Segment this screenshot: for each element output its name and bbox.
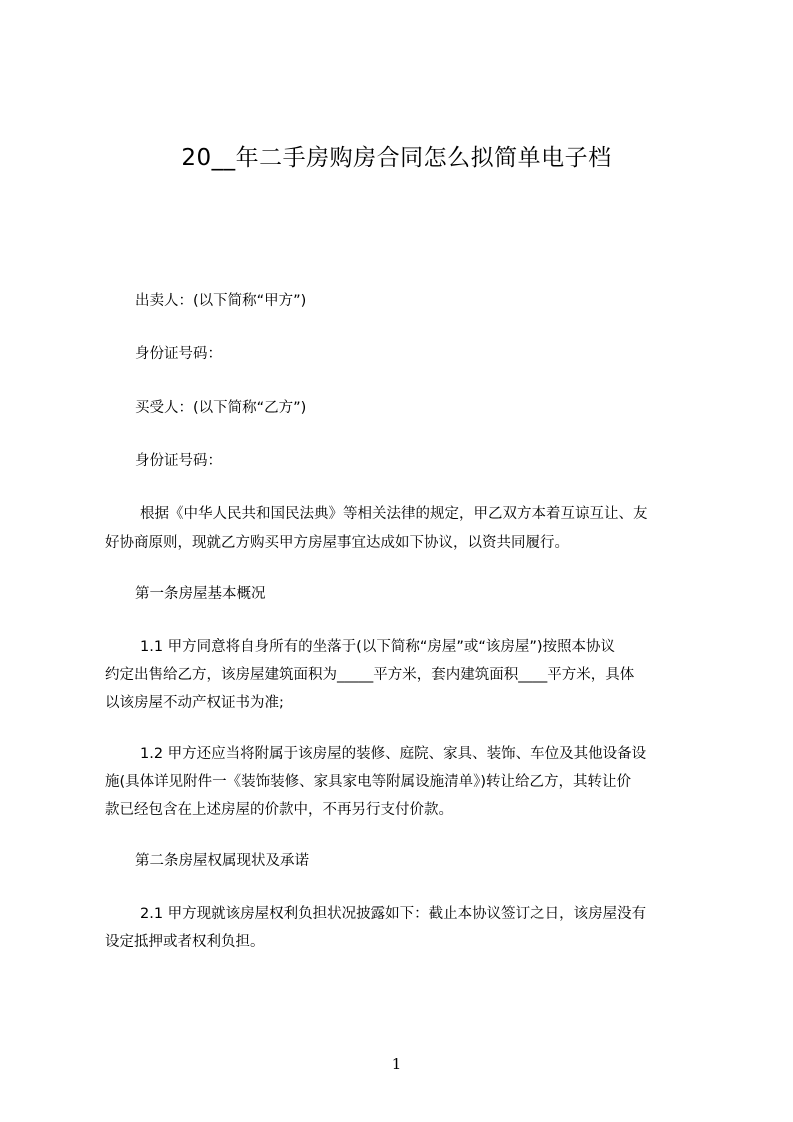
preamble-line-2: 好协商原则，现就乙方购买甲方房屋事宜达成如下协议，以资共同履行。 [105, 535, 569, 551]
clause-1-1-line-3: 以该房屋不动产权证书为准; [105, 695, 284, 711]
document-title: 20__年二手房购房合同怎么拟简单电子档 [181, 145, 612, 171]
clause-2-1-line-1: 2.1 甲方现就该房屋权利负担状况披露如下：截止本协议签订之日，该房屋没有 [140, 906, 647, 922]
clause-2-1-line-2: 设定抵押或者权利负担。 [105, 934, 265, 950]
clause-1-1-line-1: 1.1 甲方同意将自身所有的坐落于(以下简称“房屋”或“该房屋”)按照本协议 [140, 639, 616, 655]
clause-1-2-line-1: 1.2 甲方还应当将附属于该房屋的装修、庭院、家具、装饰、车位及其他设备设 [140, 746, 647, 762]
preamble-line-1: 根据《中华人民共和国民法典》等相关法律的规定，甲乙双方本着互谅互让、友 [140, 506, 648, 522]
buyer-line: 买受人：(以下简称“乙方”) [135, 400, 307, 416]
seller-line: 出卖人：(以下简称“甲方”) [135, 293, 307, 309]
clause-1-2-line-2: 施(具体详见附件一《装饰装修、家具家电等附属设施清单》)转让给乙方，其转让价 [105, 774, 632, 790]
seller-id-line: 身份证号码： [135, 346, 222, 362]
article-1-heading: 第一条房屋基本概况 [135, 586, 266, 602]
buyer-id-line: 身份证号码： [135, 453, 222, 469]
clause-1-2-line-3: 款已经包含在上述房屋的价款中，不再另行支付价款。 [105, 802, 453, 818]
article-2-heading: 第二条房屋权属现状及承诺 [135, 853, 309, 869]
clause-1-1-line-2: 约定出售给乙方，该房屋建筑面积为_____平方米，套内建筑面积____平方米，具体 [105, 667, 635, 683]
page-number: 1 [391, 1055, 402, 1073]
